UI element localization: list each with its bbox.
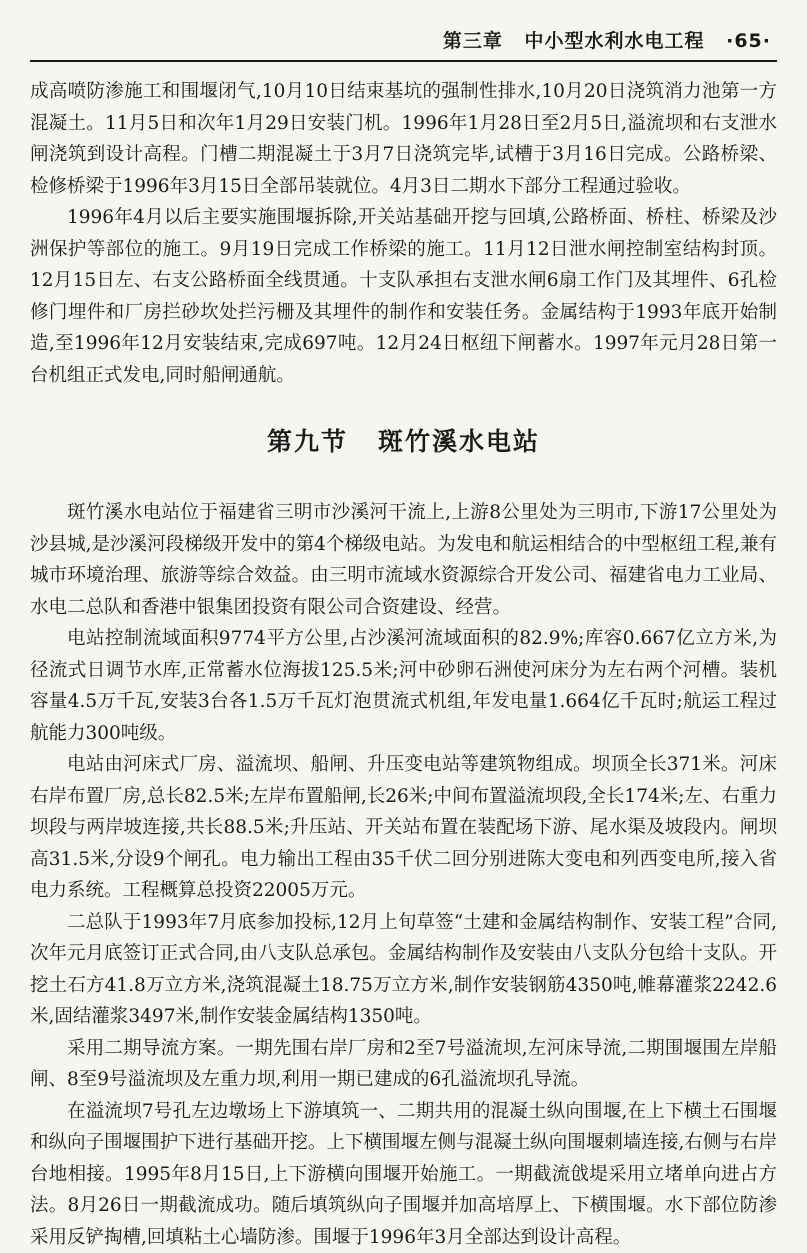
section-number: 第九节	[267, 427, 348, 456]
paragraph-continued: 成高喷防渗施工和围堰闭气,10月10日结束基坑的强制性排水,10月20日浇筑消力池第一方混凝土。11月5日和次年1月29日安装门机。1996年1月28日至2月5日,溢流坝和右支泄水闸浇筑到设计高程。门槽二期混凝土于3月7日浇筑完毕,试槽于3月16日完成。公路桥梁、检修桥梁于1996年3月15日全部吊装就位。4月3日二期水下部分工程通过验收。	[30, 76, 777, 202]
chapter-title: 中小型水利水电工程	[524, 30, 704, 52]
paragraph: 电站由河床式厂房、溢流坝、船闸、升压变电站等建筑物组成。坝顶全长371米。河床右岸布置厂房,总长82.5米;左岸布置船闸,长26米;中间布置溢流坝段,全长174米;左、右重力坝段与两岸坡连接,共长88.5米;升压站、开关站布置在装配场下游、尾水渠及坡段内。闸坝高31.5米,分设9个闸孔。电力输出工程由35千伏二回分别进陈大变电和列西变电所,接入省电力系统。工程概算总投资22005万元。	[30, 749, 777, 907]
page-number: ·65·	[726, 30, 771, 52]
paragraph: 1996年4月以后主要实施围堰拆除,开关站基础开挖与回填,公路桥面、桥柱、桥梁及沙洲保护等部位的施工。9月19日完成工作桥梁的施工。11月12日泄水闸控制室结构封顶。12月15日左、右支公路桥面全线贯通。十支队承担右支泄水闸6扇工作门及其埋件、6孔检修门埋件和厂房拦砂坎处拦污栅及其埋件的制作和安装任务。金属结构于1993年底开始制造,至1996年12月安装结束,完成697吨。12月24日枢纽下闸蓄水。1997年元月28日第一台机组正式发电,同时船闸通航。	[30, 202, 777, 391]
page-body	[30, 76, 777, 1253]
section-title: 斑竹溪水电站	[378, 427, 540, 456]
paragraph: 斑竹溪水电站位于福建省三明市沙溪河干流上,上游8公里处为三明市,下游17公里处为沙县城,是沙溪河段梯级开发中的第4个梯级电站。为发电和航运相结合的中型枢纽工程,兼有城市环境治理、旅游等综合效益。由三明市流域水资源综合开发公司、福建省电力工业局、水电二总队和香港中银集团投资有限公司合资建设、经营。	[30, 497, 777, 623]
paragraph: 采用二期导流方案。一期先围右岸厂房和2至7号溢流坝,左河床导流,二期围堰围左岸船闸、8至9号溢流坝及左重力坝,利用一期已建成的6孔溢流坝孔导流。	[30, 1033, 777, 1096]
running-header	[30, 24, 777, 62]
chapter-label: 第三章	[443, 30, 503, 52]
paragraph: 二总队于1993年7月底参加投标,12月上旬草签“土建和金属结构制作、安装工程”合同,次年元月底签订正式合同,由八支队总承包。金属结构制作及安装由八支队分包给十支队。开挖土石方41.8万立方米,浇筑混凝土18.75万立方米,制作安装钢筋4350吨,帷幕灌浆2242.6米,固结灌浆3497米,制作安装金属结构1350吨。	[30, 907, 777, 1033]
paragraph: 在溢流坝7号孔左边墩场上下游填筑一、二期共用的混凝土纵向围堰,在上下横土石围堰和纵向子围堰围护下进行基础开挖。上下横围堰左侧与混凝土纵向围堰刺墙连接,右侧与右岸台地相接。1995年8月15日,上下游横向围堰开始施工。一期截流戗堤采用立堵单向进占方法。8月26日一期截流成功。随后填筑纵向子围堰并加高培厚上、下横围堰。水下部位防渗采用反铲掏槽,回填粘土心墙防渗。围堰于1996年3月全部达到设计高程。	[30, 1096, 777, 1253]
header-right	[429, 26, 771, 53]
section-heading	[30, 425, 777, 459]
paragraph: 电站控制流域面积9774平方公里,占沙溪河流域面积的82.9%;库容0.667亿立方米,为径流式日调节水库,正常蓄水位海拔125.5米;河中砂卵石洲使河床分为左右两个河槽。装机容量4.5万千瓦,安装3台各1.5万千瓦灯泡贯流式机组,年发电量1.664亿千瓦时;航运工程过航能力300吨级。	[30, 623, 777, 749]
